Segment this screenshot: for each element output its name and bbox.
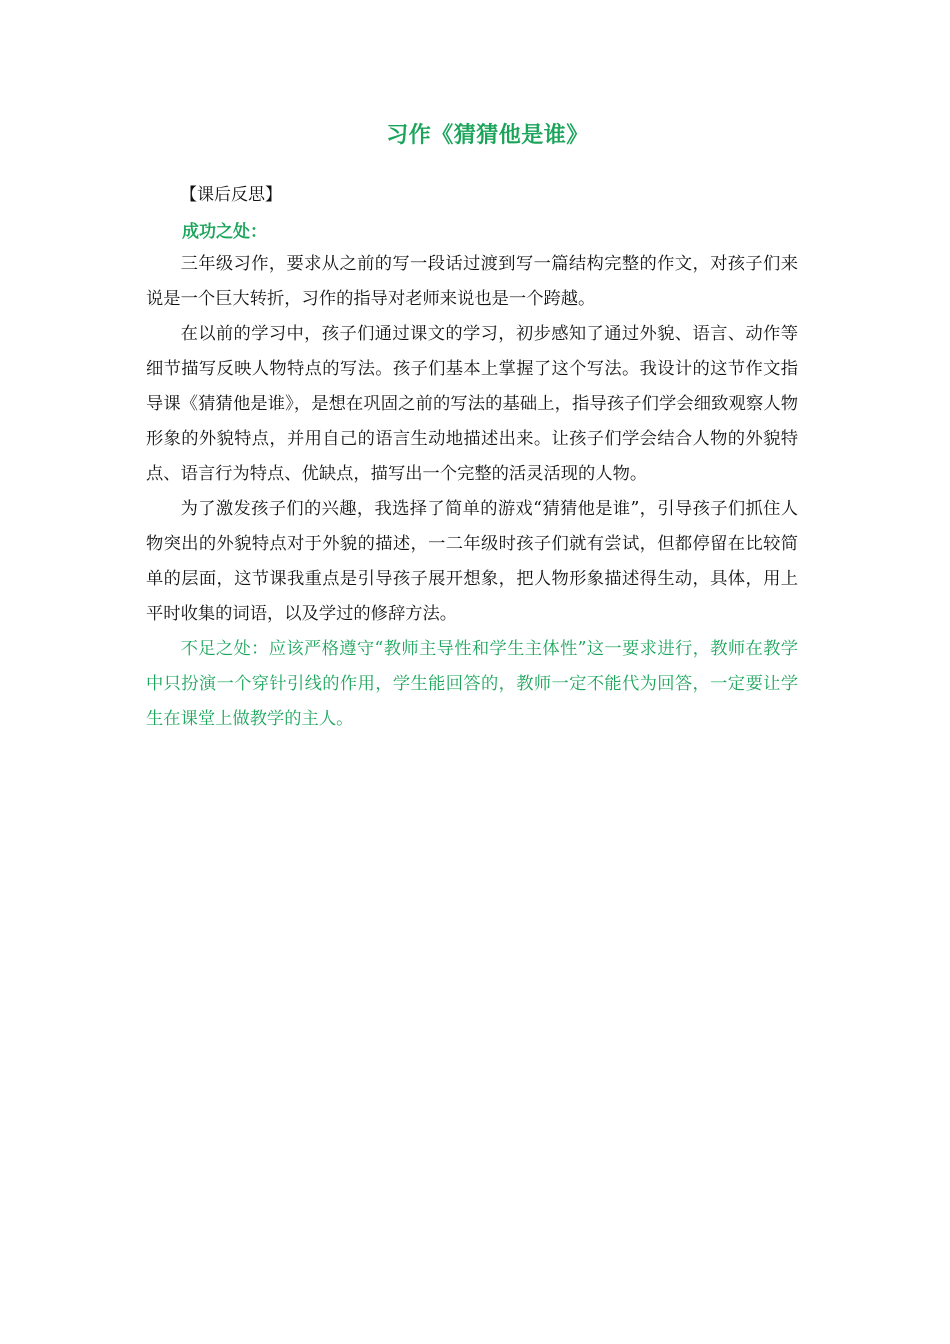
paragraph: 三年级习作，要求从之前的写一段话过渡到写一篇结构完整的作文，对孩子们来说是一个巨大转折，习作的指导对老师来说也是一个跨越。 [146,254,798,309]
shortcoming-paragraph: 不足之处：应该严格遵守“教师主导性和学生主体性”这一要求进行，教师在教学中只扮演一个穿针引线的作用，学生能回答的，教师一定不能代为回答，一定要让学生在课堂上做教学的主人。 [146,639,798,729]
document-title: 习作《猜猜他是谁》 [386,123,589,148]
paragraph: 在以前的学习中，孩子们通过课文的学习，初步感知了通过外貌、语言、动作等细节描写反映人物特点的写法。孩子们基本上掌握了这个写法。我设计的这节作文指导课《猜猜他是谁》，是想在巩固之前的写法的基础上，指导孩子们学会细致观察人物形象的外貌特点，并用自己的语言生动地描述出来。让孩子们学会结合人物的外貌特点、语言行为特点、优缺点，描写出一个完整的活灵活现的人物。 [146,324,798,484]
section-label: 【课后反思】 [180,185,282,205]
success-label: 成功之处： [182,222,267,242]
body-text [146,247,798,737]
paragraph: 为了激发孩子们的兴趣，我选择了简单的游戏“猜猜他是谁”，引导孩子们抓住人物突出的外貌特点对于外貌的描述，一二年级时孩子们就有尝试，但都停留在比较简单的层面，这节课我重点是引导孩子展开想象，把人物形象描述得生动，具体，用上平时收集的词语，以及学过的修辞方法。 [146,499,798,624]
